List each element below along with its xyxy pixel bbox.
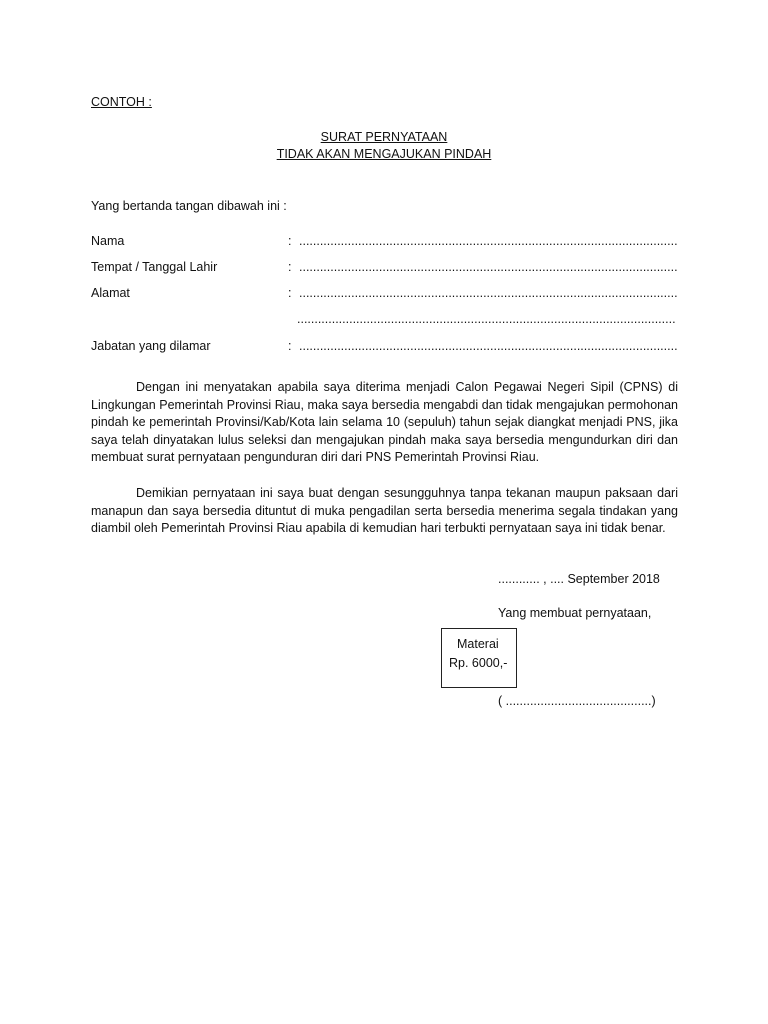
field-dotted-line: .............................................................................................................	[297, 312, 676, 326]
document-subtitle: TIDAK AKAN MENGAJUKAN PINDAH	[276, 147, 492, 161]
stamp-duty-amount: Rp. 6000,-	[449, 656, 508, 670]
date-line: ............ , .... September 2018	[498, 572, 660, 586]
document-title: SURAT PERNYATAAN	[320, 130, 448, 144]
intro-text: Yang bertanda tangan dibawah ini :	[91, 199, 287, 213]
field-dotted-line: .............................................................................................................	[299, 260, 678, 274]
field-dotted-line: .............................................................................................................	[299, 339, 678, 353]
field-colon: :	[288, 339, 292, 353]
example-label: CONTOH :	[91, 95, 152, 109]
field-dotted-line: .............................................................................................................	[299, 234, 678, 248]
field-dotted-line: .............................................................................................................	[299, 286, 678, 300]
field-colon: :	[288, 234, 292, 248]
field-label: Nama	[91, 234, 125, 248]
field-colon: :	[288, 260, 292, 274]
signature-name-line: ( ..........................................)	[498, 694, 656, 708]
field-colon: :	[288, 286, 292, 300]
field-label: Alamat	[91, 286, 130, 300]
closing-paragraph: Demikian pernyataan ini saya buat dengan sesungguhnya tanpa tekanan maupun paksaan dari manapun dan saya bersedia dituntut di muka pengadilan serta bersedia menerima segala tindakan yang diambil oleh Pemerintah Provinsi Riau apabila di kemudian hari terbukti pernyataan saya ini tidak benar.	[91, 486, 678, 535]
statement-paragraph: Dengan ini menyatakan apabila saya diterima menjadi Calon Pegawai Negeri Sipil (CPNS) di Lingkungan Pemerintah Provinsi Riau, maka saya bersedia mengabdi dan tidak mengajukan permohonan pindah ke pemerintah Provinsi/Kab/Kota lain selama 10 (sepuluh) tahun sejak diangkat menjadi PNS, jika saya telah dinyatakan lulus seleksi dan mengajukan pindah maka saya bersedia mengundurkan diri dan membuat surat pernyataan pengunduran diri dari PNS Pemerintah Provinsi Riau.	[91, 380, 678, 464]
stamp-duty-label: Materai	[457, 637, 499, 651]
field-label: Tempat / Tanggal Lahir	[91, 260, 218, 274]
field-label: Jabatan yang dilamar	[91, 339, 211, 353]
signer-label: Yang membuat pernyataan,	[498, 606, 652, 620]
